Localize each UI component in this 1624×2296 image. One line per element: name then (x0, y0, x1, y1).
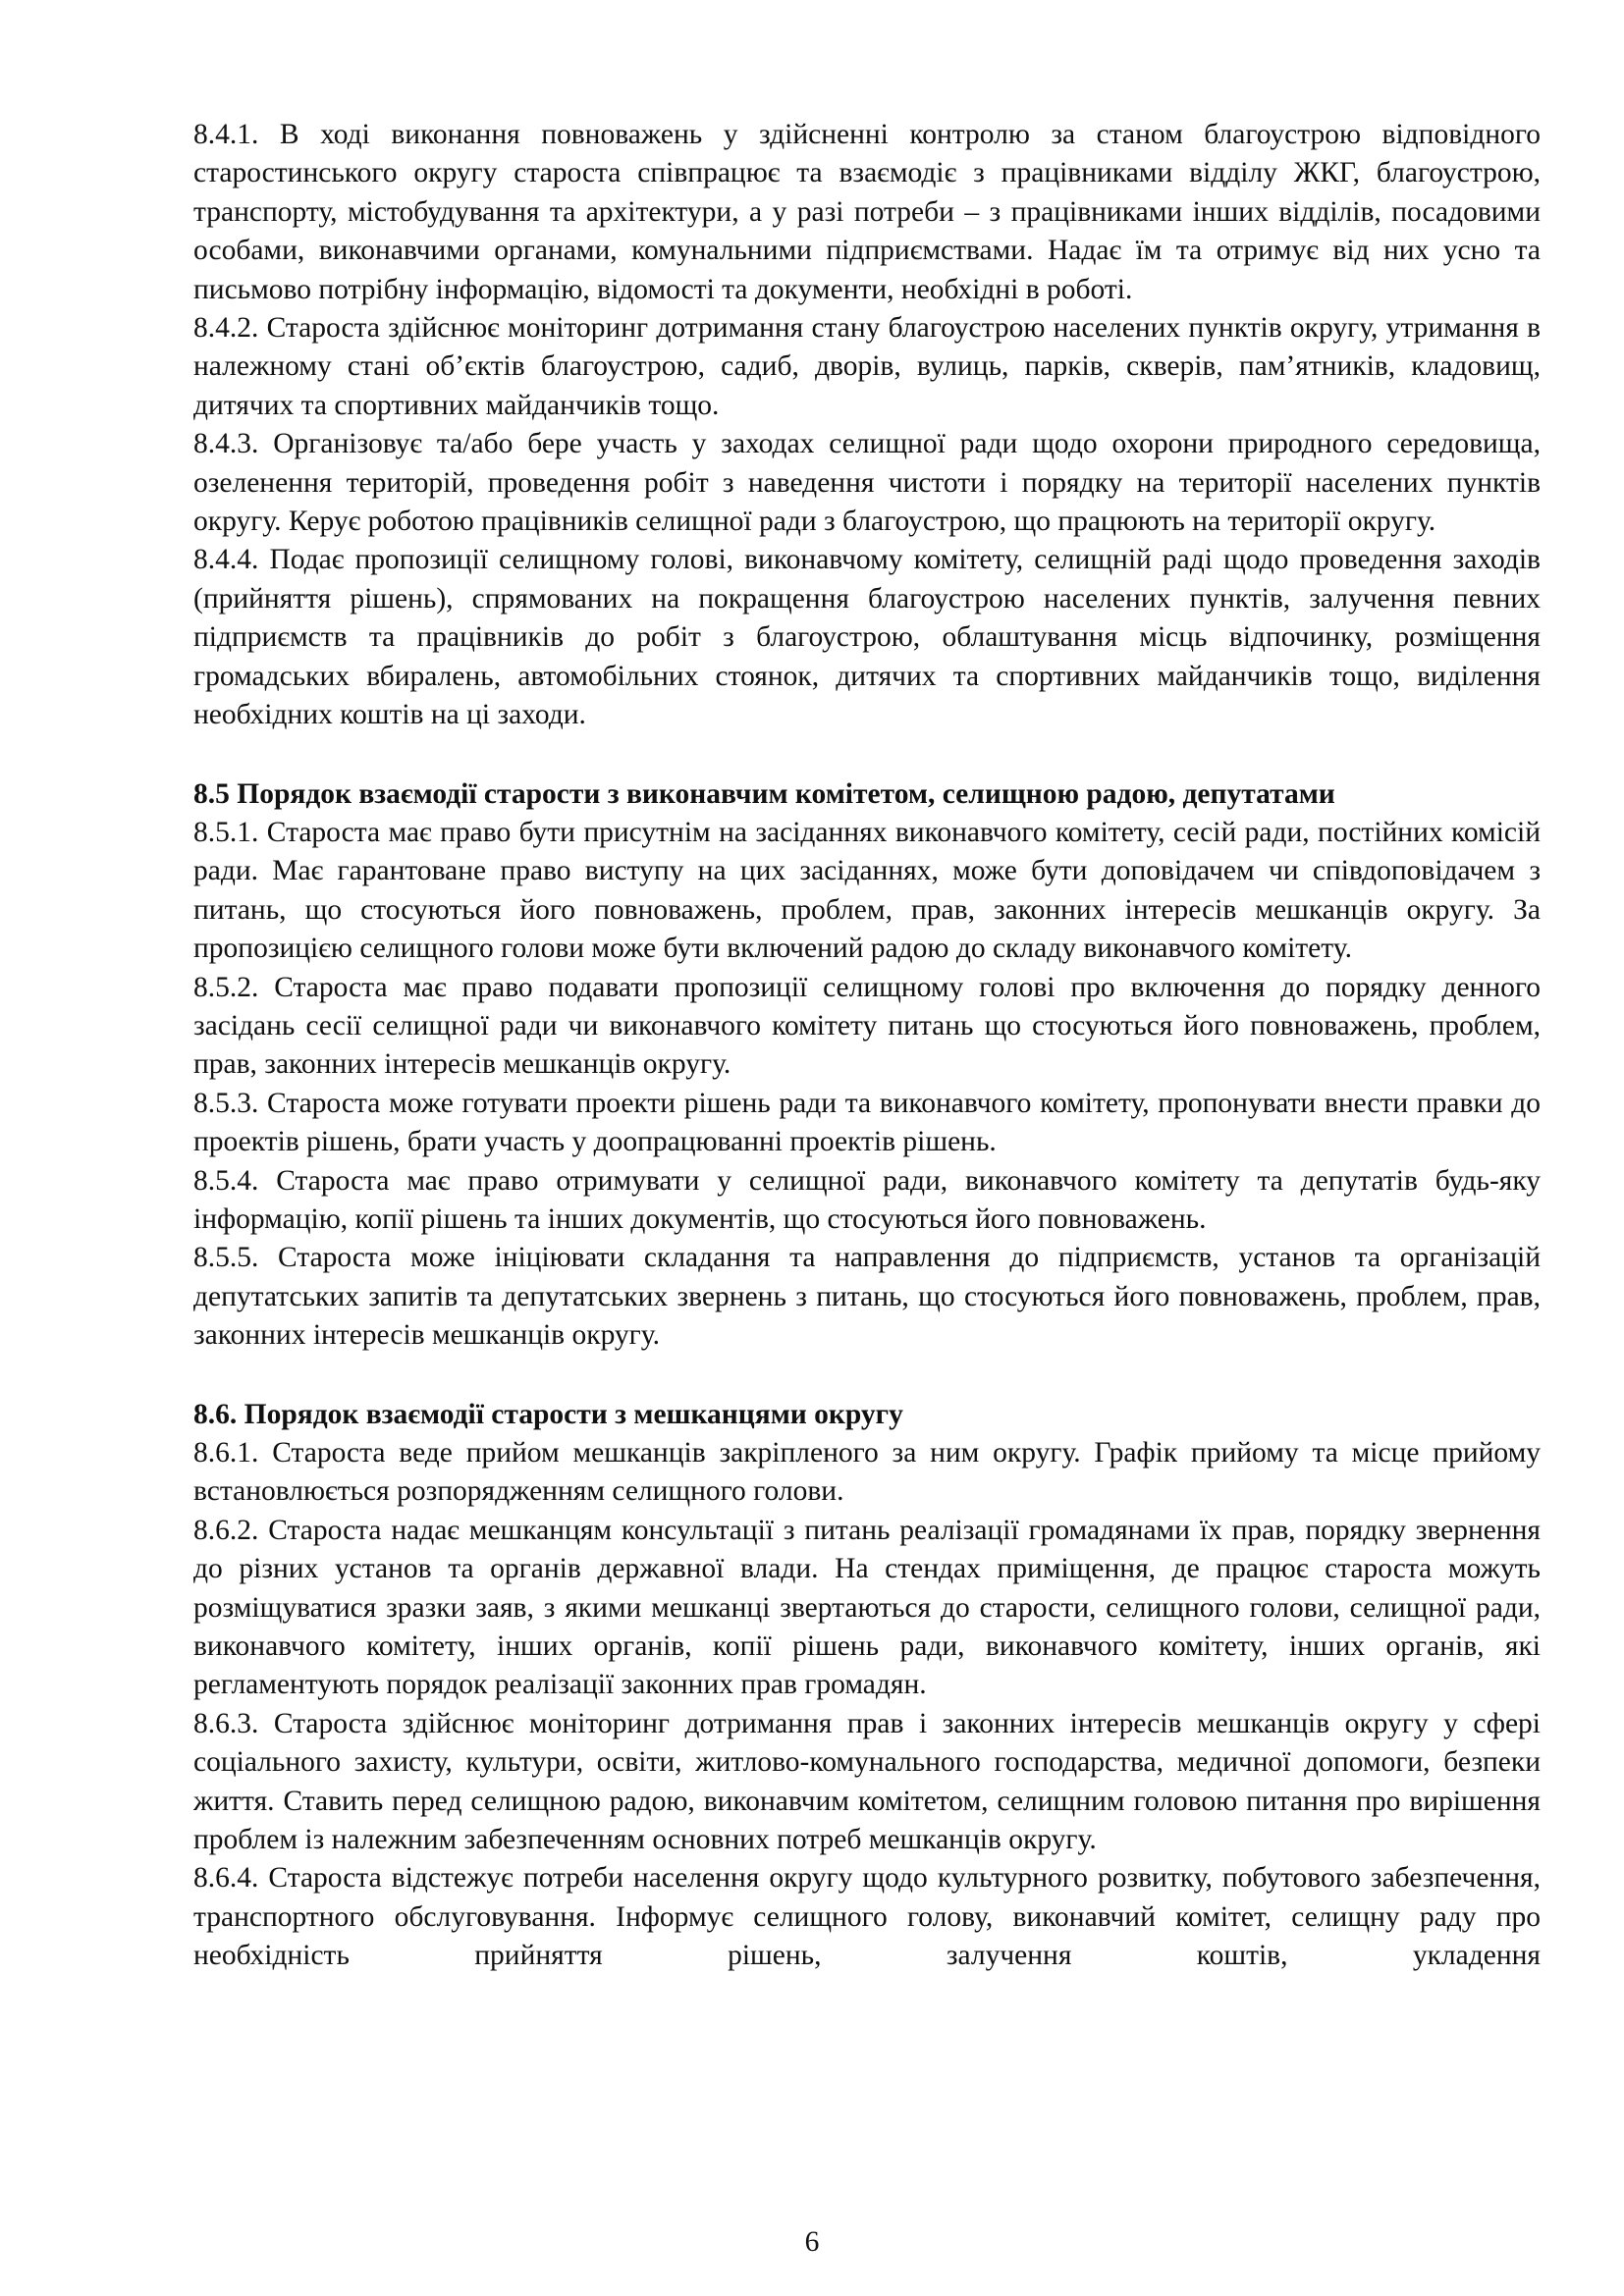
paragraph-8-6-2: 8.6.2. Староста надає мешканцям консультації з питань реалізації громадянами їх прав, порядку звернення до різних установ та органів державної влади. На стендах приміщення, де працює староста можуть розміщуватися зразки заяв, з якими мешканці звертаються до старости, селищного голови, селищної ради, виконавчого комітету, інших органів, копії рішень ради, виконавчого комітету, інших органів, які регламентують порядок реалізації законних прав громадян. (193, 1514, 1541, 1701)
paragraph-8-6-4: 8.6.4. Староста відстежує потреби населення округу щодо культурного розвитку, побутового забезпечення, транспортного обслуговування. Інформує селищного голову, виконавчий комітет, селищну раду про необхідність прийняття рішень, залучення коштів, укладення (193, 1862, 1541, 1972)
paragraph-8-5-4: 8.5.4. Староста має право отримувати у селищної ради, виконавчого комітету та депутатів будь-яку інформацію, копії рішень та інших документів, що стосуються його повноважень. (193, 1164, 1541, 1235)
paragraph-8-4-1: 8.4.1. В ході виконання повноважень у здійсненні контролю за станом благоустрою відповідного старостинського округу староста співпрацює та взаємодіє з працівниками відділу ЖКГ, благоустрою, транспорту, містобудування та архітектури, а у разі потреби – з працівниками інших відділів, посадовими особами, виконавчими органами, комунальними підприємствами. Надає їм та отримує від них усно та письмово потрібну інформацію, відомості та документи, необхідні в роботі. (193, 119, 1541, 305)
paragraph-8-4-2: 8.4.2. Староста здійснює моніторинг дотримання стану благоустрою населених пунктів округу, утримання в належному стані об’єктів благоустрою, садиб, дворів, вулиць, парків, скверів, пам’ятників, кладовищ, дитячих та спортивних майданчиків тощо. (193, 312, 1541, 421)
paragraph-8-5-2: 8.5.2. Староста має право подавати пропозиції селищному голові про включення до порядку денного засідань сесії селищної ради чи виконавчого комітету питань що стосуються його повноважень, проблем, прав, законних інтересів мешканців округу. (193, 971, 1541, 1081)
paragraph-8-4-4: 8.4.4. Подає пропозиції селищному голові, виконавчому комітету, селищній раді щодо проведення заходів (прийняття рішень), спрямованих на покращення благоустрою населених пунктів, залучення певних підприємств та працівників до робіт з благоустрою, облаштування місць відпочинку, розміщення громадських вбиралень, автомобільних стоянок, дитячих та спортивних майданчиків тощо, виділення необхідних коштів на ці заходи. (193, 544, 1541, 731)
paragraph-8-5-1: 8.5.1. Староста має право бути присутнім на засіданнях виконавчого комітету, сесій ради, постійних комісій ради. Має гарантоване право виступу на цих засіданнях, може бути доповідачем чи співдоповідачем з питань, що стосуються його повноважень, проблем, прав, законних інтересів мешканців округу. За пропозицією селищного голови може бути включений радою до складу виконавчого комітету. (193, 816, 1541, 965)
paragraph-8-6-3: 8.6.3. Староста здійснює моніторинг дотримання прав і законних інтересів мешканців округу у сфері соціального захисту, культури, освіти, житлово-комунального господарства, медичної допомоги, безпеки життя. Ставить перед селищною радою, виконавчим комітетом, селищним головою питання про вирішення проблем із належним забезпеченням основних потреб мешканців округу. (193, 1707, 1541, 1856)
paragraph-8-6-1: 8.6.1. Староста веде прийом мешканців закріпленого за ним округу. Графік прийому та місце прийому встановлюється розпорядженням селищного голови. (193, 1437, 1541, 1508)
paragraph-8-4-3: 8.4.3. Організовує та/або бере участь у заходах селищної ради щодо охорони природного середовища, озеленення територій, проведення робіт з наведення чистоти і порядку на території населених пунктів округу. Керує роботою працівників селищної ради з благоустрою, що працюють на території округу. (193, 428, 1541, 538)
section-heading-8-6: 8.6. Порядок взаємодії старости з мешканцями округу (193, 1398, 903, 1430)
paragraph-8-5-3: 8.5.3. Староста може готувати проекти рішень ради та виконавчого комітету, пропонувати внести правки до проектів рішень, брати участь у доопрацюванні проектів рішень. (193, 1087, 1541, 1158)
page-number: 6 (804, 2226, 820, 2258)
section-heading-8-5: 8.5 Порядок взаємодії старости з виконавчим комітетом, селищною радою, депутатами (193, 777, 1335, 810)
document-page (193, 116, 1541, 1976)
paragraph-8-5-5: 8.5.5. Староста може ініціювати складання та направлення до підприємств, установ та організацій депутатських запитів та депутатських звернень з питань, що стосуються його повноважень, проблем, прав, законних інтересів мешканців округу. (193, 1242, 1541, 1352)
